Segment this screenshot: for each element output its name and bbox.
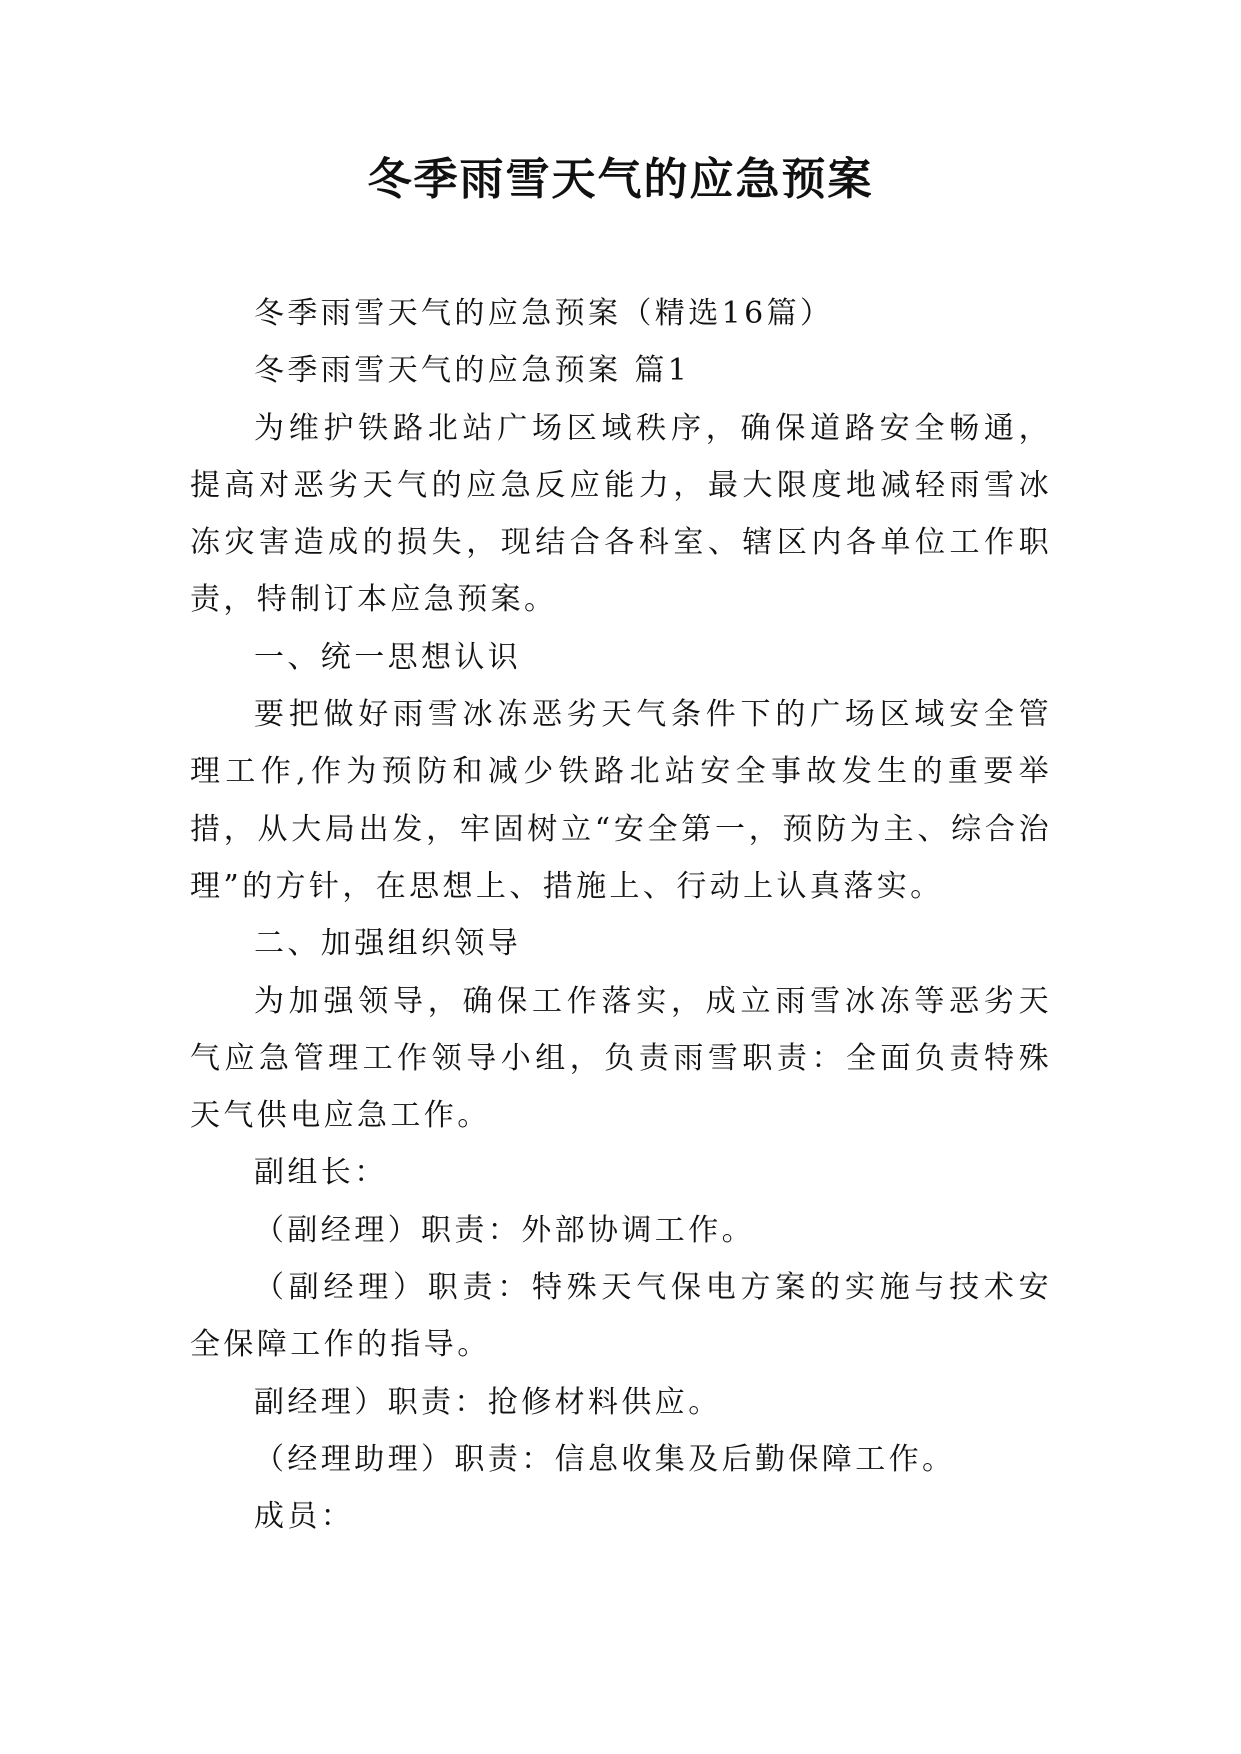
paragraph-deputy-leader: 副组长： <box>254 1155 388 1191</box>
paragraph-intro: 为维护铁路北站广场区域秩序，确保道路安全畅通，提高对恶劣天气的应急反应能力，最大限度地减轻雨雪冰冻灾害造成的损失，现结合各科室、辖区内各单位工作职责，特制订本应急预案。 <box>190 410 1052 618</box>
paragraph-heading-2: 二、加强组织领导 <box>254 926 522 962</box>
paragraph-duty-4: （经理助理）职责：信息收集及后勤保障工作。 <box>254 1441 956 1477</box>
document-body <box>190 285 1052 1546</box>
paragraph-section-heading: 冬季雨雪天气的应急预案 篇1 <box>254 353 691 389</box>
paragraph-duty-2: （副经理）职责：特殊天气保电方案的实施与技术安全保障工作的指导。 <box>190 1270 1052 1363</box>
paragraph-duty-3: 副经理）职责：抢修材料供应。 <box>254 1384 722 1420</box>
paragraph-heading-1: 一、统一思想认识 <box>254 639 522 675</box>
paragraph-duty-1: （副经理）职责：外部协调工作。 <box>254 1212 755 1248</box>
paragraph-body-2: 为加强领导，确保工作落实，成立雨雪冰冻等恶劣天气应急管理工作领导小组，负责雨雪职责：全面负责特殊天气供电应急工作。 <box>190 983 1052 1134</box>
document-title: 冬季雨雪天气的应急预案 <box>367 154 874 205</box>
paragraph-body-1: 要把做好雨雪冰冻恶劣天气条件下的广场区域安全管理工作,作为预防和减少铁路北站安全事故发生的重要举措，从大局出发，牢固树立“安全第一，预防为主、综合治理”的方针，在思想上、措施上、行动上认真落实。 <box>190 697 1052 904</box>
paragraph-members: 成员： <box>254 1499 355 1535</box>
paragraph-subtitle: 冬季雨雪天气的应急预案（精选16篇） <box>254 296 834 331</box>
